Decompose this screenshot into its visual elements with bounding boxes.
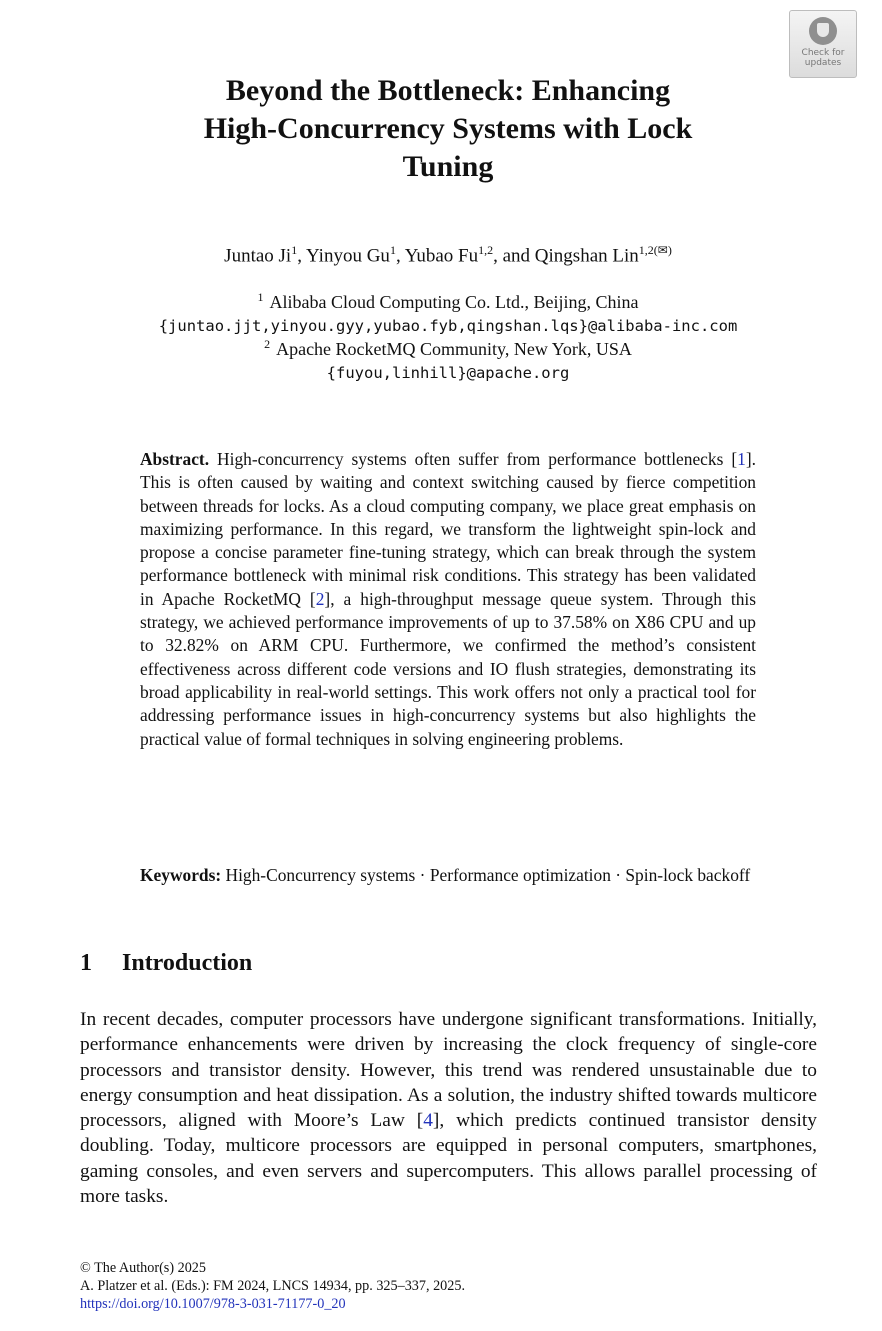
author-name: Yubao Fu bbox=[404, 245, 479, 267]
keywords-text: High-Concurrency systems · Performance optimization · Spin-lock backoff bbox=[225, 865, 751, 885]
abstract-label: Abstract. bbox=[140, 449, 210, 469]
bookmark-icon bbox=[809, 17, 837, 45]
keywords bbox=[140, 864, 756, 887]
citation-line: A. Platzer et al. (Eds.): FM 2024, LNCS 14934, pp. 325–337, 2025. bbox=[80, 1278, 466, 1295]
citation-link[interactable]: 4 bbox=[423, 1110, 433, 1132]
author-name: Yinyou Gu bbox=[306, 245, 390, 267]
citation-link[interactable]: 2 bbox=[315, 588, 325, 609]
paper-title bbox=[100, 72, 796, 186]
badge-line-2: updates bbox=[804, 58, 842, 68]
doi-link[interactable]: https://doi.org/10.1007/978-3-031-71177-0_20 bbox=[80, 1296, 346, 1313]
affiliation-number: 2 bbox=[264, 337, 271, 351]
affiliation-text: Alibaba Cloud Computing Co. Ltd., Beijing, China bbox=[269, 292, 639, 312]
copyright-line: © The Author(s) 2025 bbox=[80, 1260, 206, 1276]
intro-paragraph: In recent decades, computer processors have undergone significant transformations. Initially, performance enhancements were driven by increasing the clock frequency of single-core processors and transistor density. However, this trend was rendered unsustainable due to energy consumption and heat dissipation. As a solution, the industry shifted towards multicore processors, aligned with Moore’s Law [4], which predicts continued transistor density doubling. Today, multicore processors are equipped in personal computers, smartphones, gaming consoles, and even servers and supercomputers. This allows parallel processing of more tasks. bbox=[80, 1009, 817, 1208]
abstract-text-2: . This is often caused by waiting and context switching caused by fierce competition between threads for locks. As a cloud computing company, we place great emphasis on maximizing performance. In this regard, we transform the lightweight spin-lock and propose a concise parameter fine-tuning strategy, which can break through the system performance bottleneck with minimal risk conditions. This strategy has been validated in Apache RocketMQ bbox=[140, 449, 756, 609]
title-line-2: High-Concurrency Systems with Lock bbox=[203, 112, 693, 145]
author-affil-sup: 1,2(✉) bbox=[638, 243, 672, 257]
abstract-text-3: , a high-throughput message queue system. Through this strategy, we achieved performance improvements of up to 37.58% on X86 CPU and up to 32.82% on ARM CPU. Furthermore, we confirmed the method’s consistent effectiveness across different code versions and IO flush strategies, demonstrating its broad applicability in real-world settings. This work offers not only a practical tool for addressing performance issues in high-concurrency systems but also highlights the practical value of formal techniques in solving engineering problems. bbox=[140, 588, 757, 749]
author-affil-sup: 1 bbox=[291, 243, 298, 257]
affiliation-2 bbox=[0, 337, 882, 360]
affiliation-number: 1 bbox=[257, 290, 264, 304]
author-name: Juntao Ji bbox=[224, 245, 292, 267]
author-affil-sup: 1,2 bbox=[478, 243, 494, 257]
affiliation-2-email[interactable]: {fuyou,linhill}@apache.org bbox=[326, 364, 570, 382]
affiliation-1 bbox=[0, 290, 882, 313]
citation-link[interactable]: 1 bbox=[737, 449, 746, 469]
intro-text-1: In recent decades, computer processors have undergone significant transformations. Initially, performance enhancements were driven by increasing the clock frequency of single-core processors and transistor density. However, this trend was rendered unsustainable due to energy consumption and heat dissipation. As a solution, the industry shifted towards multicore processors, aligned with Moore’s Law bbox=[80, 1009, 817, 1132]
affiliation-text: Apache RocketMQ Community, New York, USA bbox=[276, 339, 632, 359]
author-affil-sup: 1 bbox=[389, 243, 396, 257]
footer bbox=[80, 1259, 465, 1314]
author-name: Qingshan Lin bbox=[534, 245, 639, 267]
title-line-3: Tuning bbox=[402, 150, 494, 183]
badge-line-1: Check for bbox=[801, 48, 845, 58]
author-list: Juntao Ji$^1$, Yinyou Gu$^1$, Yubao Fu$^{1,2}$, and Qingshan Lin$^{1,2(✉)}$ bbox=[224, 243, 672, 267]
abstract-text-1: High-concurrency systems often suffer from performance bottlenecks bbox=[217, 449, 732, 469]
affiliation-1-email[interactable]: {juntao.jjt,yinyou.gyy,yubao.fyb,qingshan.lqs}@alibaba-inc.com bbox=[158, 317, 738, 335]
keywords-label: Keywords: bbox=[140, 865, 222, 885]
section-heading bbox=[80, 950, 252, 977]
section-number: 1 bbox=[80, 950, 92, 976]
check-for-updates-badge[interactable] bbox=[789, 10, 857, 78]
abstract: Abstract. High-concurrency systems often suffer from performance bottlenecks [1]. This is often caused by waiting and context switching caused by fierce competition between threads for locks. As a cloud computing company, we place great emphasis on maximizing performance. In this regard, we transform the lightweight spin-lock and propose a concise parameter fine-tuning strategy, which can break through the system performance bottleneck with minimal risk conditions. This strategy has been validated in Apache RocketMQ [2], a high-throughput message queue system. Through this strategy, we achieved performance improvements of up to 37.58% on X86 CPU and up to 32.82% on ARM CPU. Furthermore, we confirmed the method’s consistent effectiveness across different code versions and IO flush strategies, demonstrating its broad applicability in real-world settings. This work offers not only a practical tool for addressing performance issues in high-concurrency systems but also highlights the practical value of formal techniques in solving engineering problems. bbox=[140, 449, 757, 749]
intro-text-2: , which predicts continued transistor density doubling. Today, multicore processors are equipped in personal computers, smartphones, gaming consoles, and even servers and supercomputers. This allows parallel processing of more tasks. bbox=[80, 1110, 817, 1208]
section-title: Introduction bbox=[122, 950, 253, 976]
title-line-1: Beyond the Bottleneck: Enhancing bbox=[225, 74, 671, 107]
